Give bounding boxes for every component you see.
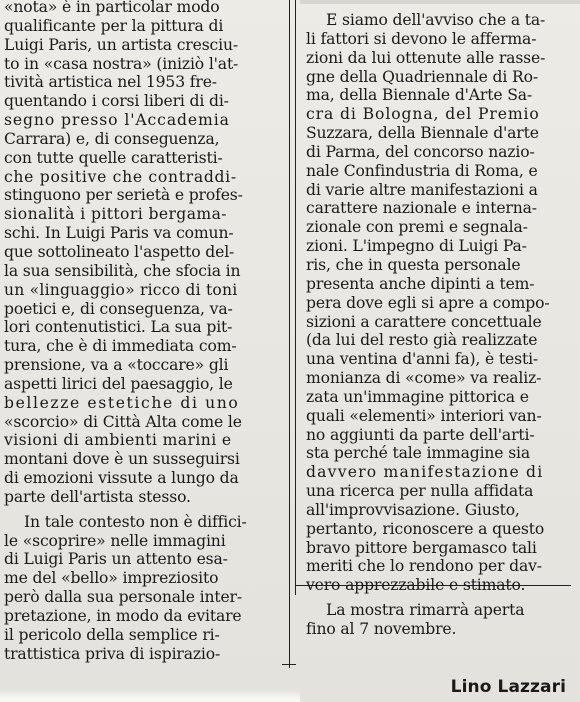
text-line: Suzzara, della Biennale d'arte [306,124,539,143]
text-line: davvero manifestazione di [306,463,544,482]
text-line: li fattori si devono le afferma- [306,29,537,48]
text-line: lori contenutistici. La sua pit- [4,318,233,337]
text-line: di Parma, del concorso nazio- [306,142,535,161]
text-line: zionale con premi e segnala- [306,218,528,237]
text-line: una ventina d'anni fa), è testi- [306,350,539,369]
text-line: sizioni a carattere concettuale [306,312,542,331]
column-rule [289,0,290,668]
text-line: pertanto, riconoscere a questo [306,519,545,538]
clipping-bottom-edge [0,690,300,702]
text-line: carattere nazionale e interna- [306,199,537,218]
text-line: schi. In Luigi Paris va comun- [4,224,234,243]
text-line: In tale contesto non è diffici- [24,512,247,531]
text-line: montani dove è un susseguirsi [4,450,240,469]
author-signature: Lino Lazzari [450,677,566,697]
text-line: quali «elementi» interiori van- [306,406,542,425]
clipping-top-edge [300,0,580,4]
text-line: bellezze estetiche di uno [4,393,240,412]
text-line: «nota» è in particolar modo [4,0,220,16]
text-line: visioni di ambienti marini e [4,431,232,450]
text-line: (da lui del resto già realizzate [306,331,538,350]
text-line: zioni. L'impegno di Luigi Pa- [306,237,527,256]
text-line: vero apprezzabile e stimato. [306,576,526,595]
right-column [306,11,568,639]
text-line: un «linguaggio» ricco di toni [4,280,238,299]
text-line: cra di Bologna, del Premio [306,105,540,124]
text-line: fino al 7 novembre. [306,620,457,638]
text-line: Carrara) e, di conseguenza, [4,129,220,148]
text-line: me del «bello» impreziosito [4,569,219,588]
text-line: all'improvvisazione. Giusto, [306,500,520,519]
rule-tick [282,664,296,665]
text-line: parte dell'artista stesso. [4,487,191,506]
text-line: le «scoprire» nelle immagini [4,531,226,550]
text-line: nale Confindustria di Roma, e [306,161,538,180]
text-line: aspetti lirici del paesaggio, le [4,374,233,393]
text-line: E siamo dell'avviso che a ta- [326,11,546,29]
text-line: stinguono per serietà e profes- [4,186,243,205]
text-line: tura, che è di immediata com- [4,337,237,356]
text-line: di varie altre manifestazioni a [306,180,538,199]
text-line: pera dove egli si apre a compo- [306,293,550,312]
text-line: il pericolo della semplice ri- [4,625,220,644]
text-line: La mostra rimarrà aperta [326,601,525,620]
text-line: però dalla sua personale inter- [4,588,242,607]
left-column [4,0,268,664]
text-line: tività artistica nel 1953 fre- [4,73,217,92]
text-line: pretazione, in modo da evitare [4,607,242,625]
column-rule-box [295,0,296,595]
text-line: «scorcio» di Città Alta come le [4,412,242,431]
text-line: sionalità i pittori bergama- [4,205,227,224]
text-line: bravo pittore bergamasco tali [306,538,537,557]
text-line: una ricerca per nulla affidata [306,482,534,501]
text-line: quentando i corsi liberi di di- [4,92,229,111]
text-line: prensione, va a «toccare» gli [4,356,229,375]
text-line: no aggiunti da parte dell'arti- [306,425,535,444]
text-line: presenta anche dipinti a tem- [306,274,535,293]
text-line: to in «casa nostra» (iniziò l'at- [4,54,239,73]
text-line: Luigi Paris, un artista cresciu- [4,35,238,54]
text-line: monianza di «come» va realiz- [306,369,542,388]
text-line: qualificante per la pittura di [4,16,224,35]
text-line: di Luigi Paris un attento esa- [4,550,228,569]
text-line: zata un'immagine pittorica e [306,387,529,406]
text-line: sta perché tale immagine sia [306,444,531,463]
text-line: segno presso l'Accademia [4,111,230,130]
text-line: trattistica priva di ispirazio- [4,644,221,663]
text-line: che positive che contraddi- [4,167,237,186]
text-line: gne della Quadriennale di Ro- [306,67,538,86]
text-line: con tutte quelle caratteristi- [4,148,223,167]
text-line: ris, che in questa personale [306,255,521,274]
text-line: que sottolineato l'aspetto del- [4,242,235,261]
text-line: poetici e, di conseguenza, va- [4,299,233,318]
text-line: meriti che lo rendono per dav- [306,557,542,576]
text-line: la sua sensibilità, che sfocia in [4,261,241,280]
text-line: di emozioni vissute a lungo da [4,469,239,488]
text-line: ma, della Biennale d'Arte Sa- [306,86,533,105]
text-line: zioni da lui ottenute alle rasse- [306,48,546,67]
